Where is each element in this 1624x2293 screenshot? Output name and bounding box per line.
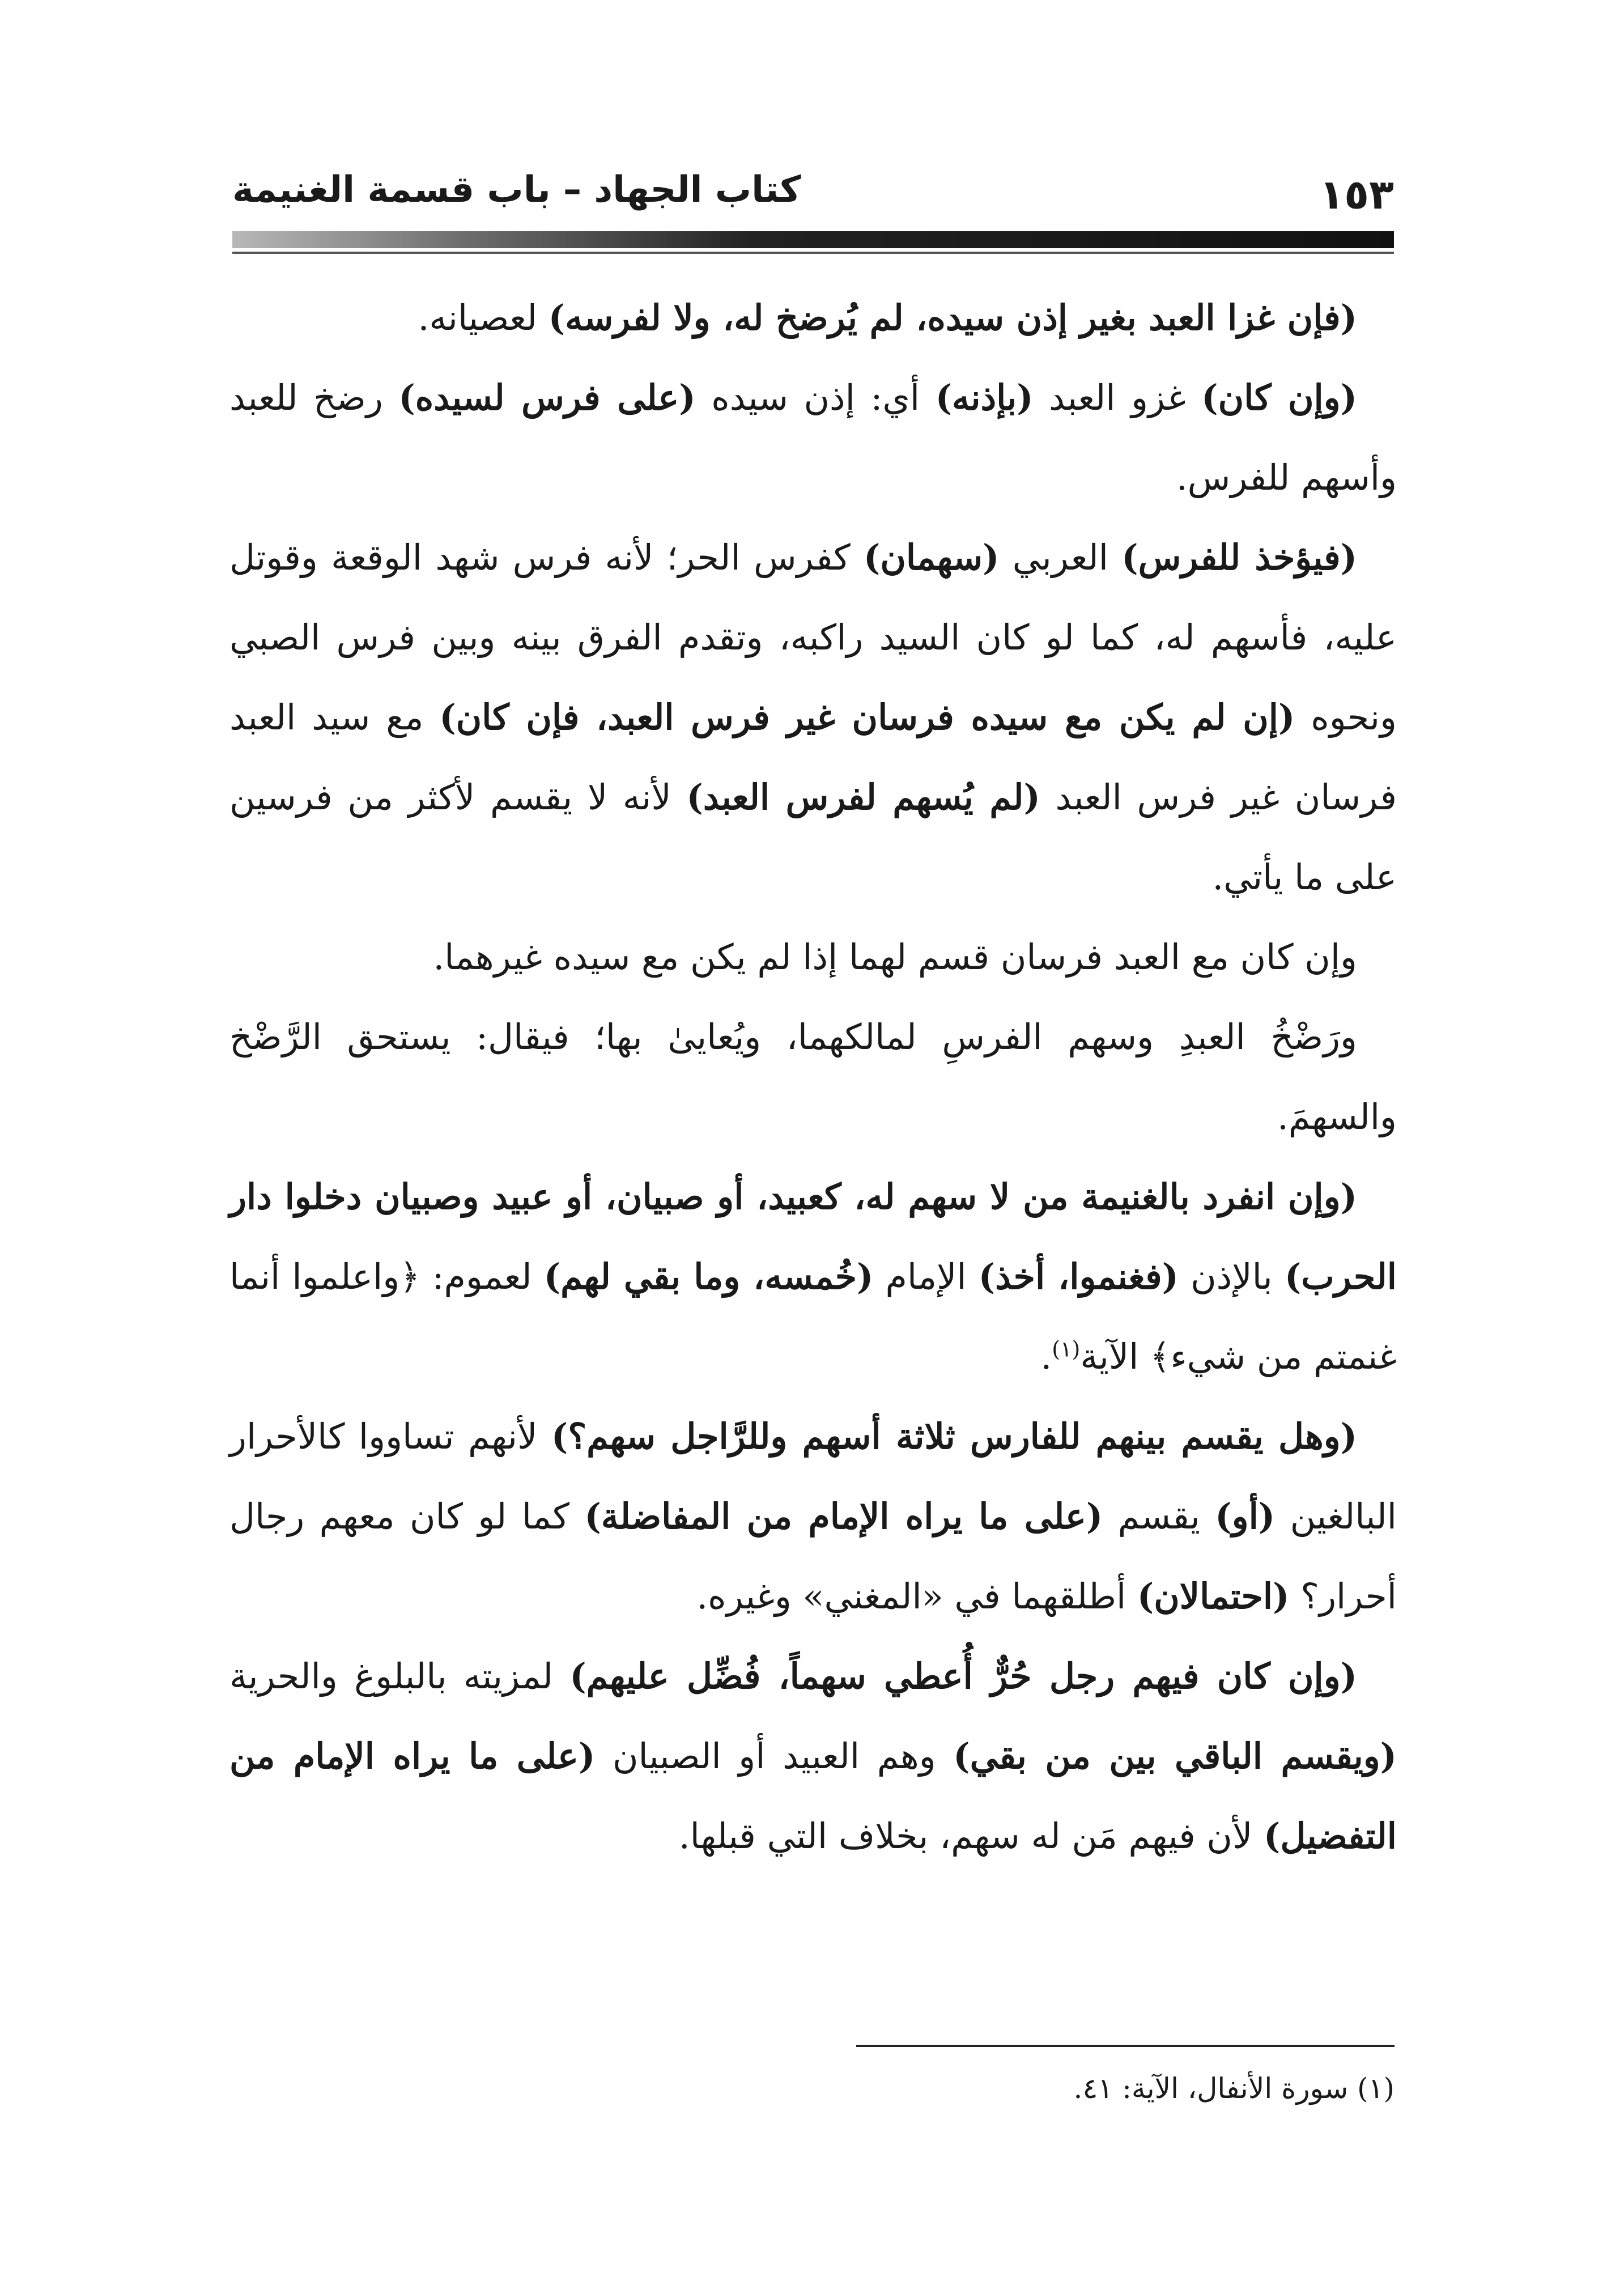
paragraph-8 (229, 1636, 1397, 1876)
text-segment: ورَضْخُ العبدِ وسهم الفرسِ لمالكهما، ويُعايىٰ بها؛ فيقال: يستحق الرَّضْخ والسهمَ. (229, 1016, 1397, 1137)
bold-text-segment: (على ما يراه الإمام من المفاضلة) (584, 1496, 1103, 1537)
footnote-rule (856, 2045, 1395, 2047)
header-rule (232, 231, 1394, 248)
text-segment: وإن كان مع العبد فرسان قسم لهما إذا لم يكن مع سيده غيرهما. (433, 936, 1357, 978)
text-segment: لعموم: ﴿واعلموا أنما غنمتم من شيء﴾ الآية (229, 1256, 1397, 1377)
header-rule-thin (232, 252, 1394, 254)
running-header (232, 162, 1394, 224)
bold-text-segment: (لم يُسهم لفرس العبد) (686, 776, 1040, 818)
bold-text-segment: (خُمسه، وما بقي لهم) (543, 1256, 874, 1297)
paragraph-6-text (229, 1176, 1397, 1377)
footnote: (١) سورة الأنفال، الآية: ٤١. (1073, 2072, 1395, 2105)
text-segment: لأنهم تساووا كالأحرار البالغين (229, 1416, 1397, 1537)
paragraph-6-end: . (1040, 1336, 1052, 1377)
text-segment: كفرس الحر؛ لأنه فرس شهد الوقعة وقوتل عليه، فأسهم له، كما لو كان السيد راكبه، وتقدم الفرق بينه وبين فرس الصبي ونحوه (229, 537, 1397, 738)
bold-text-segment: (فإن غزا العبد بغير إذن سيده، لم يُرضخ له، ولا لفرسه) (548, 297, 1357, 338)
text-segment: لأن فيهم مَن له سهم، بخلاف التي قبلها. (678, 1815, 1264, 1857)
paragraph-7 (229, 1396, 1397, 1636)
bold-text-segment: (فغنموا، أخذ) (978, 1256, 1179, 1297)
bold-text-segment: (وإن انفرد بالغنيمة من لا سهم له، كعبيد، أو صبيان، أو عبيد وصبيان دخلوا دار الحرب) (229, 1176, 1397, 1297)
text-segment: غزو العبد (1033, 377, 1202, 418)
text-segment: مع سيد العبد فرسان غير فرس العبد (229, 697, 1397, 818)
bold-text-segment: (إن لم يكن مع سيده فرسان غير فرس العبد، فإن كان) (439, 697, 1295, 738)
paragraph-2 (229, 358, 1397, 517)
paragraph-3 (229, 517, 1397, 917)
bold-text-segment: (احتمالان) (1137, 1576, 1290, 1617)
text-segment: كما لو كان معهم رجال أحرار؟ (229, 1496, 1397, 1617)
text-segment: الإمام (873, 1256, 979, 1297)
text-segment: لأنه لا يقسم لأكثر من فرسين على ما يأتي. (229, 776, 1397, 898)
text-segment: رضخ للعبد وأسهم للفرس. (229, 377, 1397, 498)
paragraph-6 (229, 1157, 1397, 1396)
bold-text-segment: (على فرس لسيده) (398, 377, 696, 418)
text-segment: بالإذن (1178, 1256, 1285, 1297)
bold-text-segment: (أو) (1215, 1496, 1276, 1537)
text-segment: العربي (999, 537, 1122, 578)
bold-text-segment: (ويقسم الباقي بين من بقي) (953, 1735, 1397, 1777)
paragraph-5 (229, 997, 1397, 1157)
paragraph-1 (229, 278, 1397, 358)
paragraph-4 (229, 917, 1397, 997)
text-segment: يقسم (1103, 1496, 1215, 1537)
bold-text-segment: (وهل يقسم بينهم للفارس ثلاثة أسهم وللرَّاجل سهم؟) (551, 1416, 1357, 1457)
text-segment: أطلقهما في «المغني» وغيره. (696, 1576, 1137, 1617)
bold-text-segment: (وإن كان فيهم رجل حُرٌّ أُعطي سهماً، فُضِّل عليهم) (569, 1655, 1357, 1697)
text-segment: لمزيته بالبلوغ والحرية (229, 1655, 570, 1697)
text-segment: أي: إذن سيده (695, 377, 936, 418)
bold-text-segment: (سهمان) (864, 537, 1000, 578)
text-segment: وهم العبيد أو الصبيان (595, 1735, 954, 1777)
bold-text-segment: (وإن كان) (1201, 377, 1358, 418)
footnote-marker[interactable]: (١) (1052, 1336, 1081, 1362)
bold-text-segment: (بإذنه) (935, 377, 1034, 418)
page-number: ١٥٣ (1319, 171, 1394, 218)
bold-text-segment: (فيؤخذ للفرس) (1121, 537, 1357, 578)
bold-text-segment: (على ما يراه الإمام من التفضيل) (229, 1735, 1397, 1857)
chapter-title: كتاب الجهاد – باب قسمة الغنيمة (232, 169, 801, 211)
text-segment: لعصيانه. (418, 297, 549, 338)
main-text (229, 278, 1397, 1876)
